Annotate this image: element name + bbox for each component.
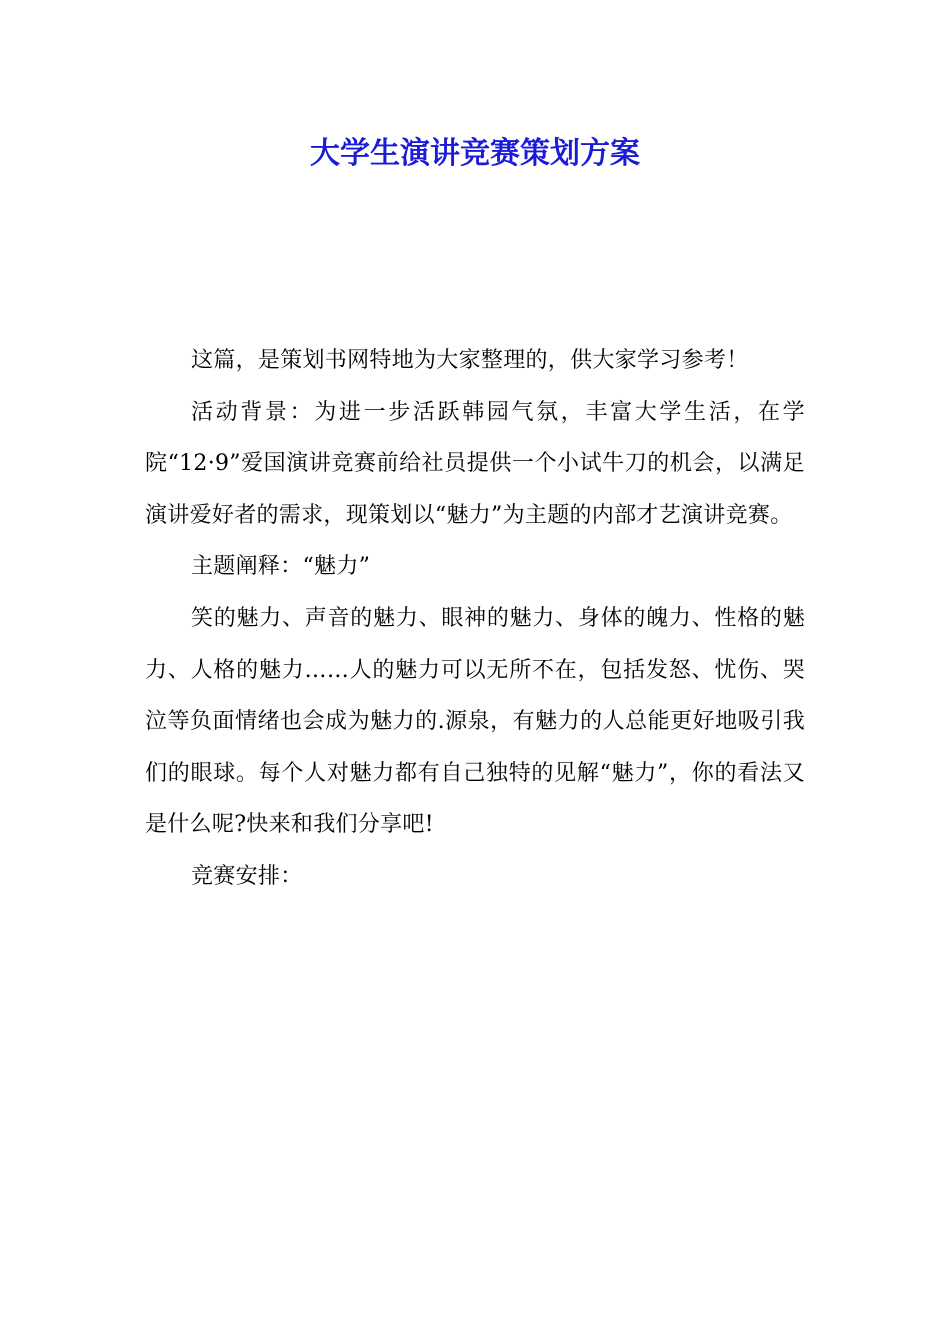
background-paragraph: 活动背景：为进一步活跃韩园气氛，丰富大学生活，在学院“12·9”爱国演讲竞赛前给社员提供一个小试牛刀的机会，以满足演讲爱好者的需求，现策划以“魅力”为主题的内部才艺演讲竞赛。 <box>145 399 805 528</box>
document-body <box>145 335 805 903</box>
intro-paragraph: 这篇，是策划书网特地为大家整理的，供大家学习参考！ <box>191 348 749 373</box>
theme-explanation-paragraph: 笑的魅力、声音的魅力、眼神的魅力、身体的魄力、性格的魅力、人格的魅力……人的魅力可以无所不在，包括发怒、忧伤、哭泣等负面情绪也会成为魅力的.源泉，有魅力的人总能更好地吸引我们的眼球。每个人对魅力都有自己独特的见解“魅力”，你的看法又是什么呢?快来和我们分享吧! <box>145 605 805 838</box>
theme-heading-paragraph: 主题阐释：“魅力” <box>191 554 371 580</box>
schedule-heading-paragraph: 竞赛安排： <box>191 863 303 889</box>
document-title: 大学生演讲竞赛策划方案 <box>310 136 640 171</box>
